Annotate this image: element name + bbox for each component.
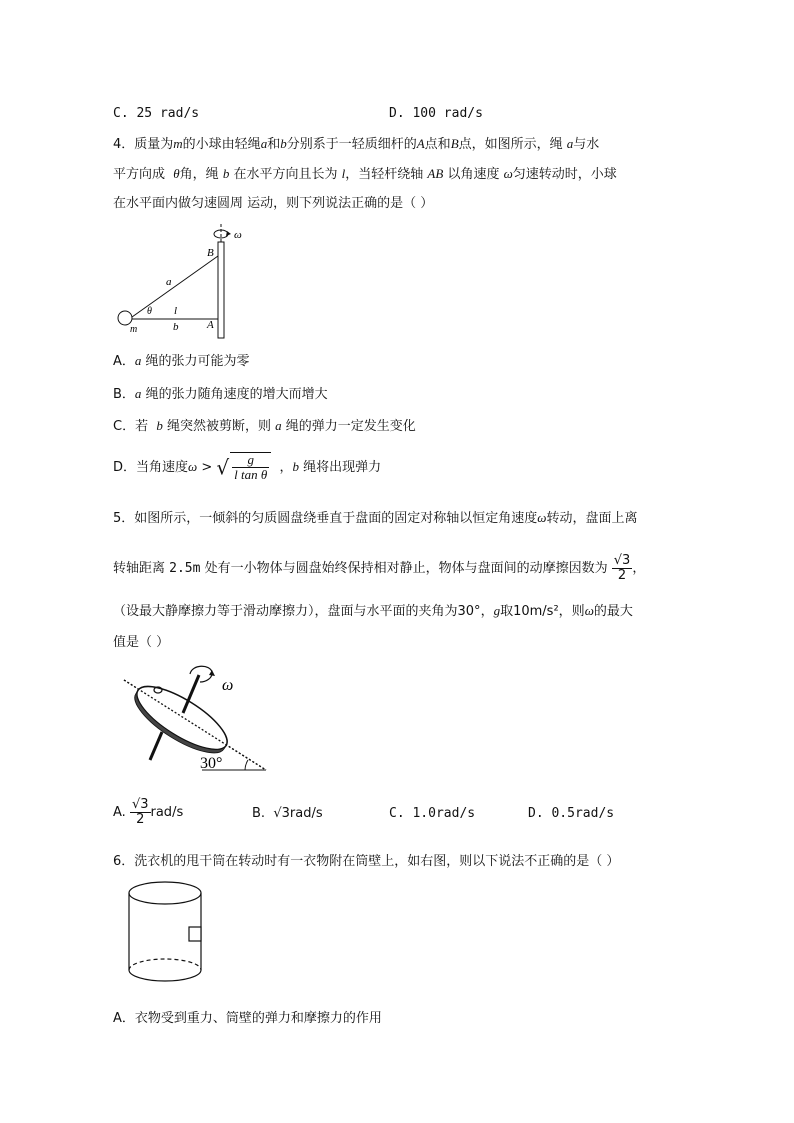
fig-label-angle: 30°	[200, 755, 223, 772]
fig-label-omega: ω	[234, 229, 242, 241]
rotation-arrow-icon	[190, 666, 212, 682]
fig-label-a: a	[166, 276, 172, 288]
cylinder-top	[129, 882, 201, 904]
q5-figure	[120, 660, 270, 780]
cylinder-bottom-back	[129, 959, 201, 970]
fig-label-omega: ω	[222, 677, 234, 694]
q4-stem-line1: 4．质量为m的小球由轻绳a和b分别系于一轻质细杆的A点和B点，如图所示，绳 a与水	[113, 136, 600, 152]
q4-option-a: A．a 绳的张力可能为零	[113, 353, 250, 369]
ball	[118, 311, 132, 325]
q6-figure	[127, 880, 207, 990]
fig-label-B: B	[207, 247, 214, 259]
q5-stem-line3: （设最大静摩擦力等于滑动摩擦力），盘面与水平面的夹角为30°，g取10m/s²，则ω的最大	[113, 603, 633, 619]
fig-label-m: m	[130, 324, 138, 335]
fig-label-b: b	[173, 321, 179, 333]
q4-stem-line2: 平方向成 θ角，绳 b 在水平方向且长为 l，当轻杆绕轴 AB 以角速度 ω匀速转动时，小球	[113, 166, 617, 182]
q4-stem-line3: 在水平面内做匀速圆周 运动，则下列说法正确的是（ ）	[113, 196, 434, 211]
q5-stem-line4: 值是（ ）	[113, 635, 170, 650]
q3-option-c: C. 25 rad/s	[113, 106, 200, 121]
fig-label-l: l	[174, 305, 178, 317]
q3-option-d: D. 100 rad/s	[389, 106, 483, 121]
fig-label-A: A	[207, 319, 214, 331]
q4-figure	[110, 222, 250, 342]
q5-option-d: D. 0.5rad/s	[528, 806, 615, 821]
fig-label-theta: θ	[147, 306, 152, 317]
q5-option-a: A. $\frac{√3}{2}$ rad/s	[113, 797, 184, 827]
clothing-item	[189, 927, 201, 941]
q4-option-d: D．当角速度ω > √ $\frac{g}{\text{l tan θ}}$ ，b 绳将出现弹力	[113, 452, 382, 482]
q4-option-c: C．若 b 绳突然被剪断，则 a 绳的弹力一定发生变化	[113, 418, 416, 434]
shaft-lower	[150, 732, 162, 760]
q5-stem-line2: 转轴距离 2.5m 处有一小物体与圆盘始终保持相对静止，物体与盘面间的动摩擦因数为 $\frac{√3}{2}$ ，	[113, 553, 646, 583]
q5-option-b: B. √3rad/s	[252, 806, 323, 821]
q5-stem-line1: 5．如图所示，一倾斜的匀质圆盘绕垂直于盘面的固定对称轴以恒定角速度ω转动，盘面上离	[113, 510, 638, 526]
rod	[218, 242, 224, 338]
q6-option-a: A．衣物受到重力、筒壁的弹力和摩擦力的作用	[113, 1011, 382, 1026]
q5-option-c: C. 1.0rad/s	[389, 806, 476, 821]
disk	[128, 675, 235, 761]
cylinder-bottom-front	[129, 970, 201, 981]
q6-stem-line1: 6．洗衣机的甩干筒在转动时有一衣物附在筒壁上，如右图，则以下说法不正确的是（ ）	[113, 854, 620, 869]
q4-option-b: B．a 绳的张力随角速度的增大而增大	[113, 386, 328, 402]
